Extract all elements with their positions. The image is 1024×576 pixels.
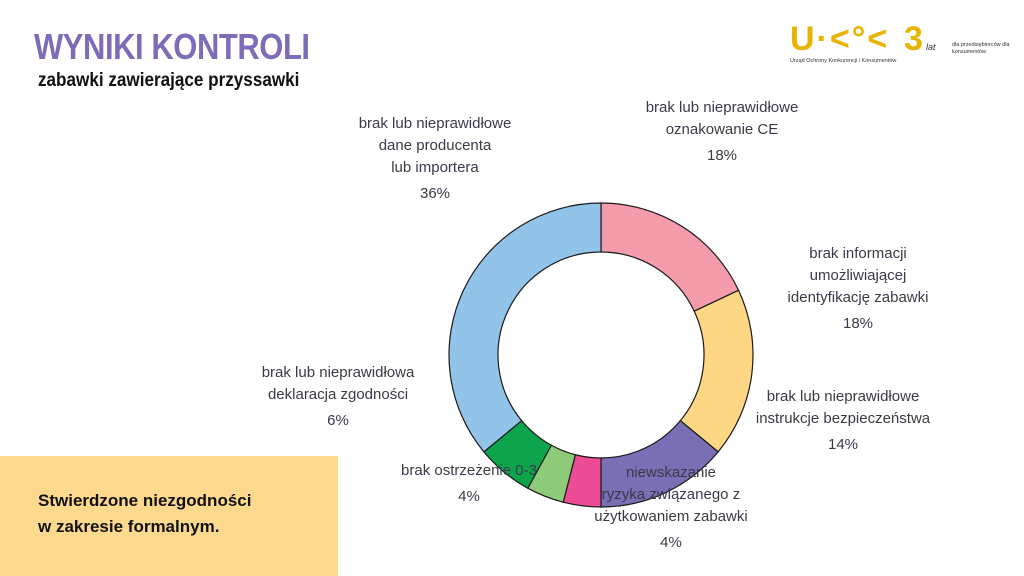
slice-label-text: brak ostrzeżenie 0-3 [401, 462, 537, 479]
page-subtitle: zabawki zawierające przyssawki [38, 70, 300, 91]
donut-slice-1 [601, 203, 739, 311]
slice-label-6 [262, 362, 415, 432]
donut-slice-2 [680, 290, 753, 452]
slice-label-text: brak informacji umożliwiającej identyfikację zabawki [787, 245, 929, 306]
logo-years-badge: lat [926, 42, 936, 52]
slice-label-percent: 18% [706, 147, 738, 164]
slice-label-percent: 18% [842, 315, 874, 332]
footer-text: Stwierdzone niezgodności w zakresie formalnym. [38, 491, 252, 536]
slice-label-4 [594, 462, 747, 554]
slice-label-percent: 36% [419, 185, 451, 202]
slice-label-text: brak lub nieprawidłowa deklaracja zgodności [261, 364, 415, 403]
slice-label-text: brak lub nieprawidłowe dane producenta lub importera [358, 115, 512, 176]
slice-label-text: niewskazanie ryzyka związanego z użytkowaniem zabawki [594, 464, 748, 525]
slice-label-2 [788, 243, 929, 335]
slice-label-5 [401, 460, 537, 508]
logo-tagline: dla przedsiębiorców dla konsumentów [952, 42, 1010, 55]
slice-label-percent: 14% [827, 436, 859, 453]
donut-slice-7 [449, 203, 601, 452]
slice-label-text: brak lub nieprawidłowe instrukcje bezpieczeństwa [755, 388, 931, 427]
logo-brand: U·<°< [790, 20, 890, 58]
slice-label-7 [359, 113, 512, 205]
slice-label-percent: 4% [458, 488, 480, 505]
slice-label-3 [756, 386, 930, 456]
logo-years: 3 [904, 20, 923, 58]
slice-label-text: brak lub nieprawidłowe oznakowanie CE [645, 99, 799, 138]
page-title: WYNIKI KONTROLI [34, 26, 310, 67]
slice-label-percent: 6% [327, 412, 349, 429]
slice-label-percent: 4% [660, 534, 682, 551]
logo-org-name: Urząd Ochrony Konkurencji i Konsumentów [790, 58, 897, 64]
slice-label-1 [646, 97, 799, 167]
